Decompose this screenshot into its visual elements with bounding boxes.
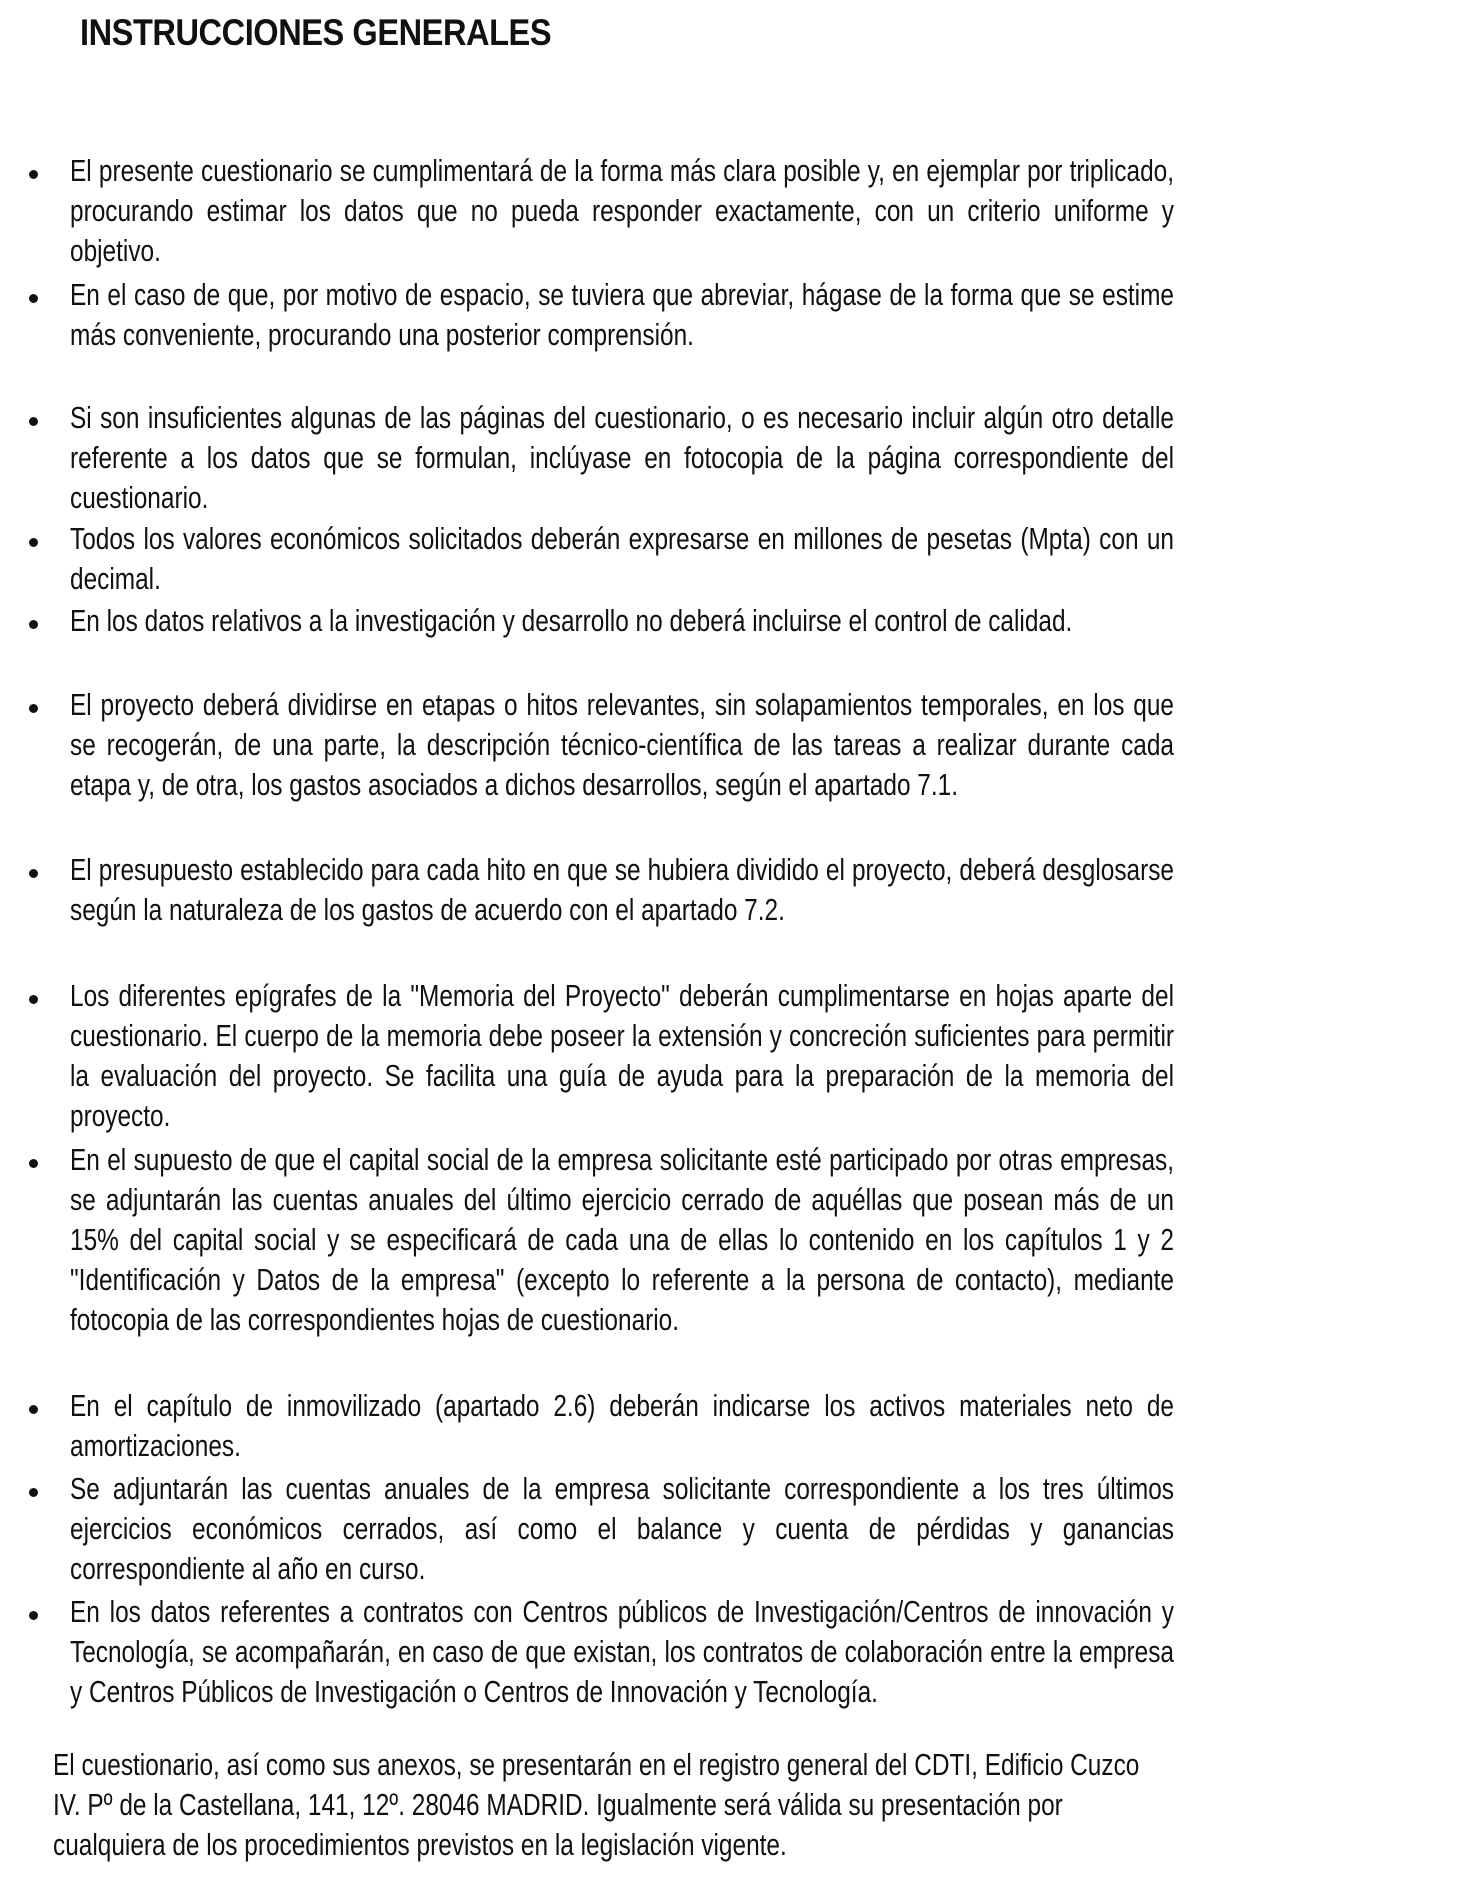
bullet-icon <box>29 704 38 713</box>
list-item-text: En el caso de que, por motivo de espacio, se tuviera que abreviar, hágase de la forma que se estime más conveniente, procurando una posterior comprensión. <box>70 278 1174 352</box>
list-item-text: En el capítulo de inmovilizado (apartado 2.6) deberán indicarse los activos materiales neto de amortizaciones. <box>70 1389 1174 1463</box>
bullet-icon <box>29 1488 38 1497</box>
bullet-icon <box>29 417 38 426</box>
bullet-icon <box>29 620 38 629</box>
list-item-text: Todos los valores económicos solicitados deberán expresarse en millones de pesetas (Mpta) con un decimal. <box>70 522 1174 596</box>
list-item-text: Se adjuntarán las cuentas anuales de la empresa solicitante correspondiente a los tres últimos ejercicios económicos cerrados, así como el balance y cuenta de pérdidas y ganancias correspondiente al año en curso. <box>70 1472 1174 1586</box>
bullet-icon <box>29 869 38 878</box>
list-item-text: El proyecto deberá dividirse en etapas o hitos relevantes, sin solapamientos temporales, en los que se recogerán, de una parte, la descripción técnico-científica de las tareas a realizar durante cada etapa y, de otra, los gastos asociados a dichos desarrollos, según el apartado 7.1. <box>70 688 1174 802</box>
list-item-text: Si son insuficientes algunas de las páginas del cuestionario, o es necesario incluir algún otro detalle referente a los datos que se formulan, inclúyase en fotocopia de la página correspondiente del cuestionario. <box>70 401 1174 515</box>
bullet-icon <box>29 1405 38 1414</box>
page-title: INSTRUCCIONES GENERALES <box>80 12 552 53</box>
list-item-text: El presente cuestionario se cumplimentará de la forma más clara posible y, en ejemplar por triplicado, procurando estimar los datos que no pueda responder exactamente, con un criterio uniforme y objetivo. <box>70 154 1174 268</box>
list-item-text: En el supuesto de que el capital social de la empresa solicitante esté participado por otras empresas, se adjuntarán las cuentas anuales del último ejercicio cerrado de aquéllas que posean más de un 15% del capital social y se especificará de cada una de ellas lo contenido en los capítulos 1 y 2 "Identificación y Datos de la empresa" (excepto lo referente a la persona de contacto), mediante fotocopia de las correspondientes hojas de cuestionario. <box>70 1143 1174 1337</box>
list-item-text: Los diferentes epígrafes de la "Memoria del Proyecto" deberán cumplimentarse en hojas aparte del cuestionario. El cuerpo de la memoria debe poseer la extensión y concreción suficientes para permitir la evaluación del proyecto. Se facilita una guía de ayuda para la preparación de la memoria del proyecto. <box>70 979 1174 1133</box>
bullet-icon <box>29 1159 38 1168</box>
list-item-text: En los datos relativos a la investigación y desarrollo no deberá incluirse el control de calidad. <box>70 604 1073 638</box>
bullet-icon <box>29 170 38 179</box>
list-item-text: En los datos referentes a contratos con Centros públicos de Investigación/Centros de innovación y Tecnología, se acompañarán, en caso de que existan, los contratos de colaboración entre la empresa y Centros Públicos de Investigación o Centros de Innovación y Tecnología. <box>70 1595 1174 1709</box>
bullet-icon <box>29 995 38 1004</box>
bullet-icon <box>29 538 38 547</box>
list-item-text: El presupuesto establecido para cada hito en que se hubiera dividido el proyecto, deberá desglosarse según la naturaleza de los gastos de acuerdo con el apartado 7.2. <box>70 853 1174 927</box>
bullet-icon <box>29 1611 38 1620</box>
bullet-icon <box>29 294 38 303</box>
closing-paragraph: El cuestionario, así como sus anexos, se presentarán en el registro general del CDTI, Edificio Cuzco IV. Pº de la Castellana, 141, 12º. 28046 MADRID. Igualmente será válida su presentación por cualquiera de los procedimientos previstos en la legislación vigente. <box>53 1748 1140 1862</box>
